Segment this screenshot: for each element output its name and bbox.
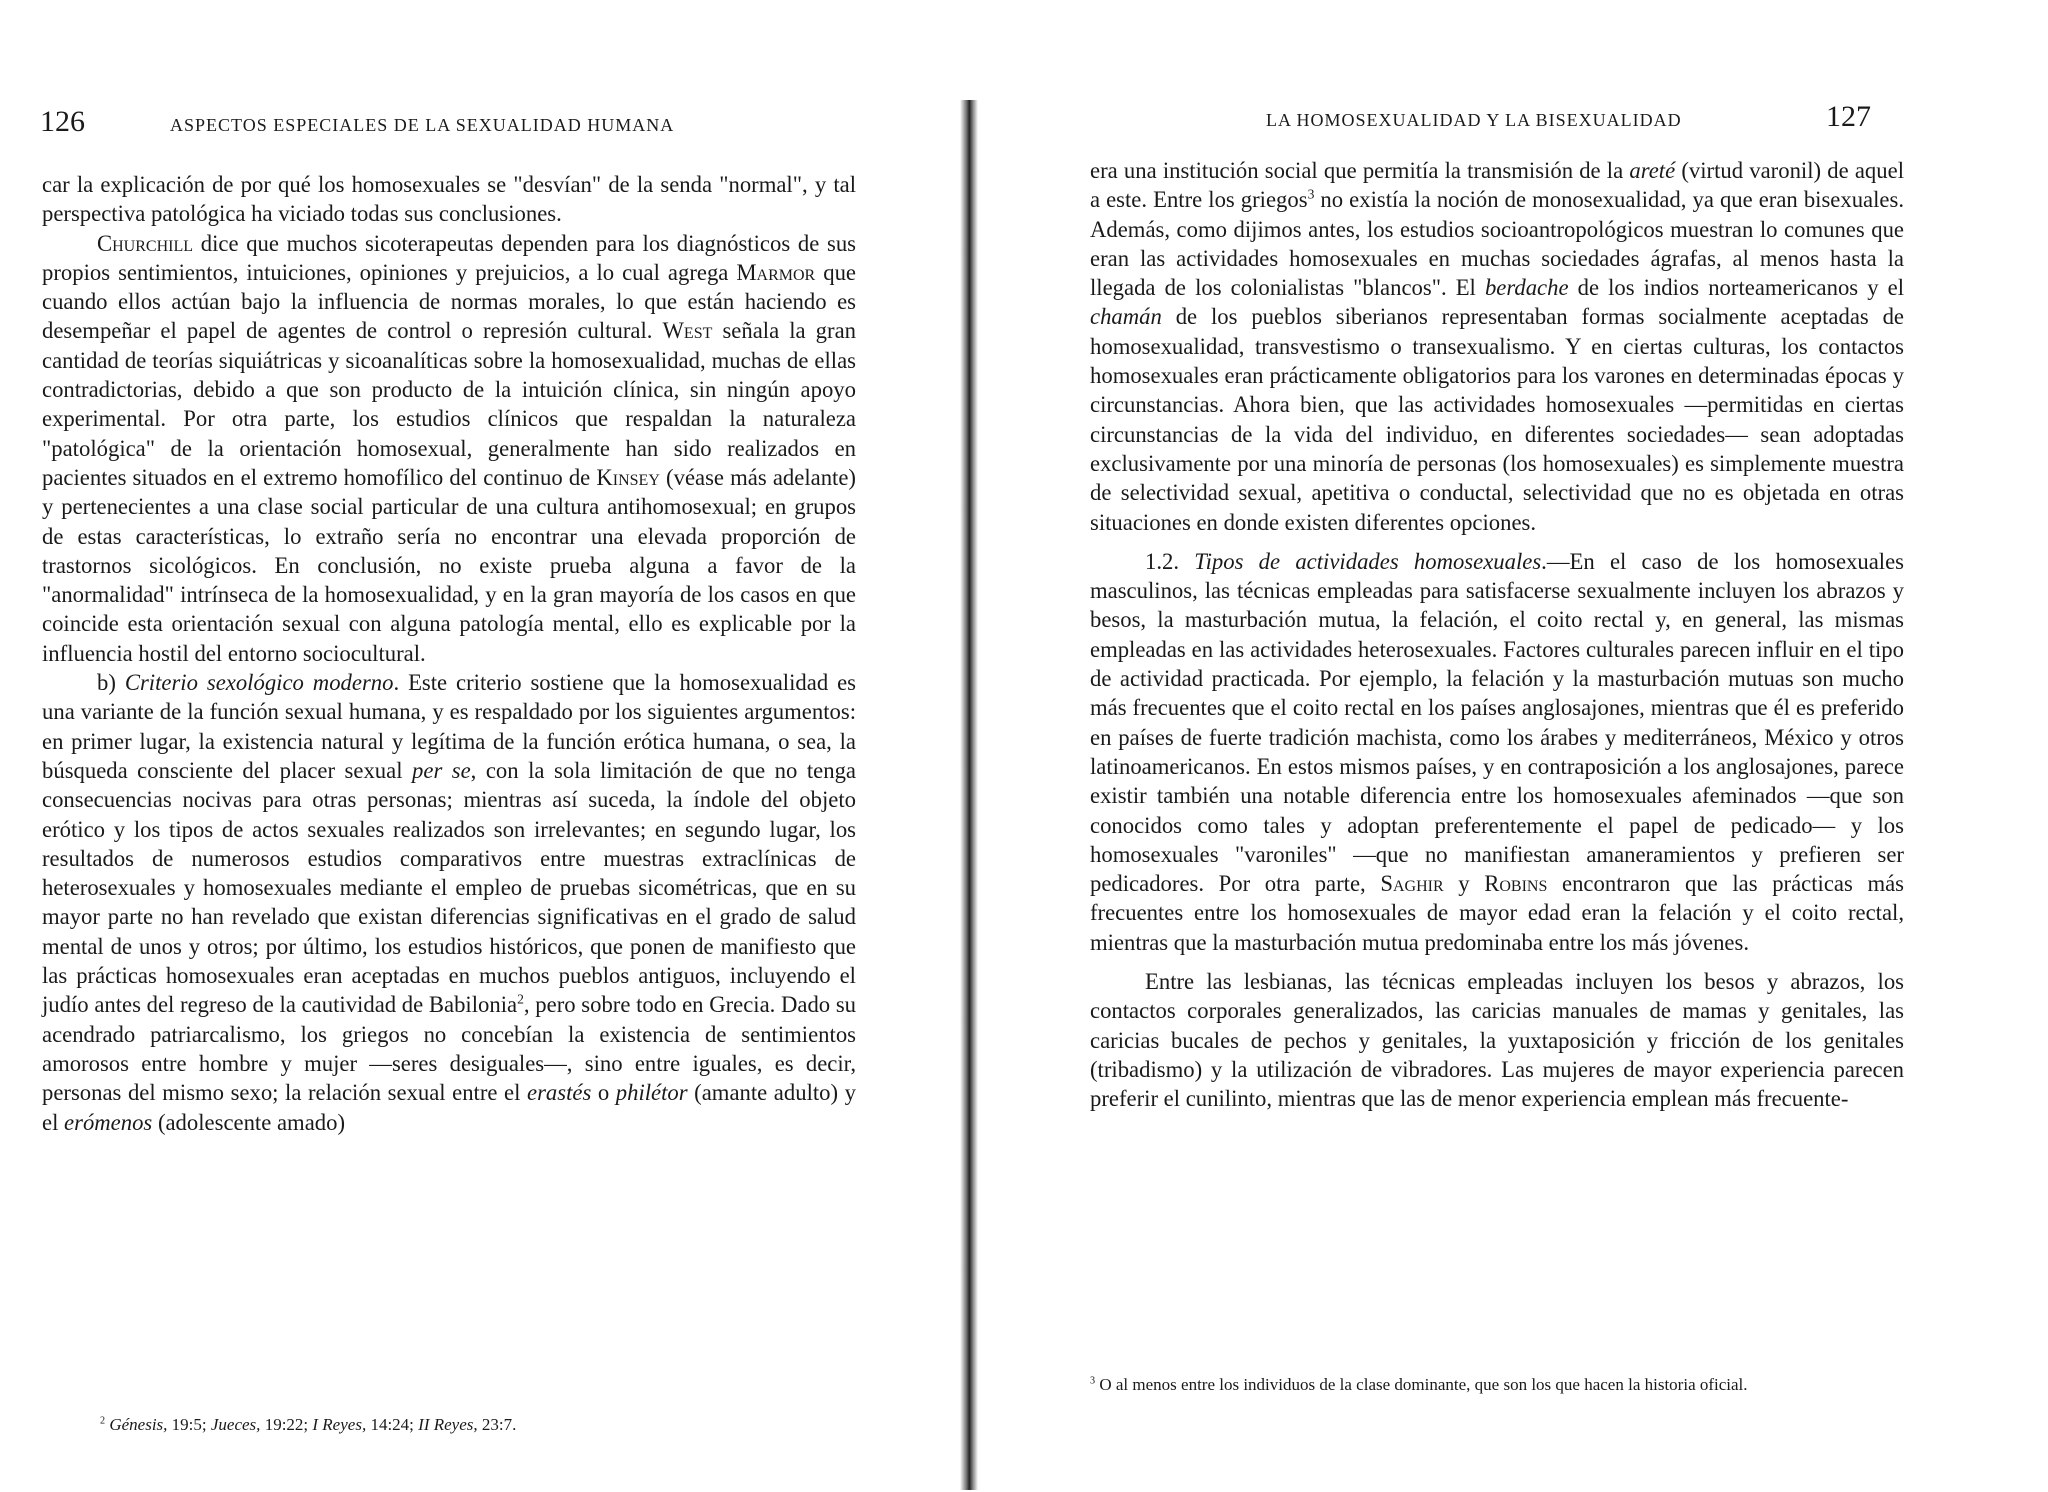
- section-title: Criterio sexológico moderno: [124, 670, 394, 696]
- text-run: O al menos entre los individuos de la clase dominante, que son los que hacen la historia oficial.: [1095, 1375, 1748, 1394]
- left-page: [0, 0, 966, 1492]
- footnote-marker: 3: [1090, 1375, 1096, 1387]
- text-run: (adolescente amado): [152, 1109, 346, 1135]
- footnote: [100, 1412, 860, 1438]
- book-name: Jueces,: [210, 1415, 261, 1434]
- italic-term: areté: [1629, 158, 1676, 183]
- author-name: Churchill: [97, 230, 194, 256]
- italic-term: erómenos: [64, 1109, 153, 1135]
- right-page-header: [1266, 100, 1906, 140]
- text-run: no existía la noción de monosexualidad, ya que eran bisexuales. Además, como dijimos antes, los estudios socioantropológicos muestran lo comunes que eran las actividades homosexuales en muchas sociedades ágrafas, al menos hasta la llegada de los colonialistas "blancos". El: [1090, 187, 1904, 301]
- text-run: (virtud varonil) de aquel a este. Entre los griegos: [1090, 158, 1904, 213]
- left-body-text: [42, 170, 856, 1137]
- italic-term: philétor: [615, 1080, 688, 1106]
- text-run: que cuando ellos actúan bajo la influencia de normas morales, lo que están haciendo es desempeñar el papel de agentes de control o represión cultural.: [42, 259, 856, 344]
- italic-term: berdache: [1484, 275, 1569, 301]
- paragraph: [1090, 547, 1904, 957]
- text-run: b): [97, 670, 125, 696]
- text-run: 23:7.: [477, 1415, 517, 1434]
- left-page-header: [40, 105, 940, 145]
- section-number: 1.2.: [1145, 548, 1180, 574]
- paragraph: car la explicación de por qué los homosexuales se "desvían" de la senda "normal", y tal perspectiva patológica ha viciado todas sus conclusiones.: [42, 172, 856, 227]
- paragraph: [1090, 156, 1904, 537]
- running-head: LA HOMOSEXUALIDAD Y LA BISEXUALIDAD: [1266, 110, 1682, 130]
- paragraph: [42, 229, 856, 668]
- running-head: ASPECTOS ESPECIALES DE LA SEXUALIDAD HUMANA: [170, 115, 675, 135]
- paragraph: [42, 668, 856, 1137]
- section-title: Tipos de actividades homosexuales: [1194, 548, 1542, 574]
- text-run: , pero sobre todo en Grecia. Dado su acendrado patriarcalismo, los griegos no concebían la existencia de sentimientos amorosos entre hombre y mujer —seres desiguales—, sino entre iguales, es decir, personas del mismo sexo; la relación sexual entre el: [42, 992, 857, 1106]
- author-name: Saghir: [1380, 871, 1444, 897]
- text-run: 19:5;: [167, 1415, 211, 1434]
- author-name: Robins: [1484, 871, 1548, 897]
- text-run: o: [591, 1080, 616, 1106]
- text-run: 14:24;: [366, 1415, 419, 1434]
- footnote: [1090, 1372, 1904, 1398]
- author-name: Kinsey: [596, 464, 660, 490]
- page-number: 126: [40, 105, 85, 138]
- text-run: , con la sola limitación de que no tenga consecuencias nocivas para otras personas; mientras así suceda, la índole del objeto erótico y los tipos de actos sexuales realizados son irrelevantes; en segundo lugar, los resultados de numerosos estudios comparativos entre muestras extraclínicas de heterosexuales y homosexuales mediante el empleo de pruebas sicométricas, que en su mayor parte no han revelado que existan diferencias significativas en el grado de salud mental de unos y otros; por último, los estudios históricos, que ponen de manifiesto que las prácticas homosexuales eran aceptadas en muchos pueblos antiguos, incluyendo el judío antes del regreso de la cautividad de Babilonia: [42, 757, 856, 1018]
- book-name: II Reyes,: [418, 1415, 478, 1434]
- author-name: West: [662, 318, 713, 344]
- right-page: [966, 0, 2048, 1492]
- book-name: I Reyes,: [312, 1415, 367, 1434]
- footnote-marker: 2: [100, 1415, 106, 1427]
- text-run: 19:22;: [260, 1415, 313, 1434]
- italic-term: erastés: [527, 1080, 592, 1106]
- text-run: de los indios norteamericanos y el: [1568, 275, 1904, 301]
- footnote-marker: 2: [517, 991, 524, 1007]
- text-run: era una institución social que permitía la transmisión de la: [1090, 158, 1630, 183]
- text-run: (véase más adelante) y pertenecientes a una clase social particular de una cultura antihomosexual; en grupos de estas características, lo extraño sería no encontrar una elevada proporción de trastornos sicológicos. En conclusión, no existe prueba alguna a favor de la "anormalidad" intrínseca de la homosexualidad, y en la gran mayoría de los casos en que coincide esta orientación sexual con alguna patología mental, ello es explicable por la influencia hostil del entorno sociocultural.: [42, 464, 856, 666]
- italic-term: per se: [412, 757, 471, 783]
- paragraph: Entre las lesbianas, las técnicas empleadas incluyen los besos y abrazos, los contactos corporales generalizados, las caricias manuales de mamas y genitales, las caricias bucales de pechos y genitales, la yuxtaposición y fricción de los genitales (tribadismo) y la utilización de vibradores. Las mujeres de mayor experiencia parecen preferir el cunilinto, mientras que las de menor experiencia emplean más frecuente-: [1090, 969, 1904, 1112]
- italic-term: chamán: [1090, 304, 1162, 330]
- text-run: de los pueblos siberianos representaban formas socialmente aceptadas de homosexualidad, transvestismo o transexualismo. Y en ciertas culturas, los contactos homosexuales eran prácticamente obligatorios para los varones en determinadas épocas y circunstancias. Ahora bien, que las actividades homosexuales —permitidas en ciertas circunstancias de la vida del individuo, en diferentes sociedades— sean adoptadas exclusivamente por una minoría de personas (los homosexuales) es simplemente muestra de selectividad sexual, apetitiva o conductal, selectividad que no es objetada en otras situaciones en donde existen diferentes opciones.: [1090, 304, 1904, 535]
- text-run: dice que muchos sicoterapeutas dependen para los diagnósticos de sus propios sentimientos, intuiciones, opiniones y prejuicios, a lo cual agrega: [42, 230, 856, 285]
- text-run: encontraron que las prácticas más frecuentes entre los homosexuales de mayor edad eran la felación y el coito rectal, mientras que la masturbación mutua predominaba entre los más jóvenes.: [1090, 871, 1904, 955]
- text-run: . Este criterio sostiene que la homosexualidad es una variante de la función sexual humana, y es respaldado por los siguientes argumentos: en primer lugar, la existencia natural y legítima de la función erótica humana, o sea, la búsqueda consciente del placer sexual: [42, 670, 856, 783]
- book-name: Génesis,: [109, 1415, 168, 1434]
- author-name: Marmor: [736, 259, 816, 285]
- page-number: 127: [1826, 100, 1871, 133]
- footnote-marker: 3: [1307, 186, 1315, 202]
- text-run: señala la gran cantidad de teorías siquiátricas y sicoanalíticas sobre la homosexualidad, muchas de ellas contradictorias, debido a que son producto de la intuición clínica, sin ningún apoyo experimental. Por otra parte, los estudios clínicos que respaldan la naturaleza "patológica" de la orientación homosexual, generalmente han sido realizados en pacientes situados en el extremo homofílico del continuo de: [42, 318, 856, 490]
- text-run: (amante adulto) y el: [42, 1080, 856, 1135]
- text-run: y: [1443, 871, 1485, 897]
- right-body-text: [1090, 156, 1904, 1114]
- text-run: .—En el caso de los homosexuales masculinos, las técnicas empleadas para satisfacerse sexualmente incluyen los abrazos y besos, la masturbación mutua, la felación, el coito rectal y, en general, las mismas empleadas en las actividades heterosexuales. Factores culturales parecen influir en el tipo de actividad practicada. Por ejemplo, la felación y la masturbación mutuas son mucho más frecuentes que el coito rectal en los países anglosajones, mientras que él es preferido en países de fuerte tradición machista, como los árabes y mediterráneos, México y otros latinoamericanos. En estos mismos países, y en contraposición a los anglosajones, parece existir también una notable diferencia entre los homosexuales afeminados —que son conocidos como tales y adoptan preferentemente el papel de pedicado— y los homosexuales "varoniles" —que no manifiestan amaneramientos y prefieren ser pedicadores. Por otra parte,: [1090, 548, 1904, 897]
